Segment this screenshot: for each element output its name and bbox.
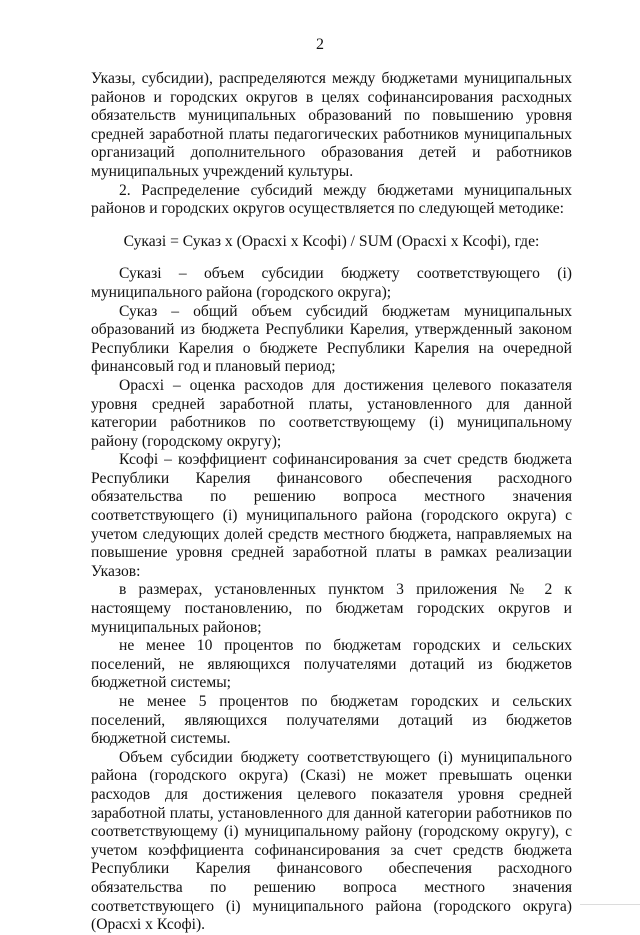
definition-o-ras: Орасxі – оценка расходов для достижения целевого показателя уровня средней заработной платы, установленного для данной категории работников по соответствующему (і) муниципальному району (городскому округу); [91,376,572,450]
subsidy-formula: Суказі = Суказ x (Орасxі x Ксофі) / SUM (Орасxі x Ксофі), где: [123,232,540,250]
paragraph-final: Объем субсидии бюджету соответствующего (і) муниципального района (городского округа) (Сказі) не может превышать оценки расходов для достижения целевого показателя уровня средней заработной платы, установленного для данной категории работников по соответствующему (і) муниципальному району (городскому округу), с учетом коэффициента софинансирования за счет средств бюджета Республики Карелия финансового обеспечения расходного обязательства по решению вопроса местного значения соответствующего (і) муниципального района (городского округа) (Орасxі x Ксофі). [91,748,572,934]
paragraph-2-methodology: 2. Распределение субсидий между бюджетами муниципальных районов и городских округов осуществляется по следующей методике: [91,181,572,218]
definition-s-ukaz: Суказ – общий объем субсидий бюджетам муниципальных образований из бюджета Республики Карелия, утвержденный законом Республики Карелия о бюджете Республики Карелия на очередной финансовый год и плановый период; [91,302,572,376]
definition-k-sof: Ксофі – коэффициент софинансирования за счет средств бюджета Республики Карелия финансового обеспечения расходного обязательства по решению вопроса местного значения соответствующего (і) муниципального района (городского округа) с учетом следующих долей средств местного бюджета, направляемых на повышение уровня средней заработной платы в рамках реализации Указов: [91,451,572,580]
list-item-2: не менее 10 процентов по бюджетам городских и сельских поселений, не являющихся получателями дотаций из бюджетов бюджетной системы; [91,637,572,692]
list-item-1: в размерах, установленных пунктом 3 приложения № 2 к настоящему постановлению, по бюджетам городских округов и муниципальных районов; [91,581,572,636]
list-item-3: не менее 5 процентов по бюджетам городских и сельских поселений, являющихся получателями дотаций из бюджетов бюджетной системы. [91,693,572,748]
paragraph-intro: Указы, субсидии), распределяются между бюджетами муниципальных районов и городских округов в целях софинансирования расходных обязательств муниципальных образований по повышению уровня средней заработной платы педагогических работников муниципальных организаций дополнительного образования детей и работников муниципальных учреждений культуры. [91,70,572,180]
page-number: 2 [316,36,324,53]
definition-s-ukaz-i: Суказі – объем субсидии бюджету соответствующего (і) муниципального района (городского округа); [91,265,572,301]
document-body [91,70,572,935]
